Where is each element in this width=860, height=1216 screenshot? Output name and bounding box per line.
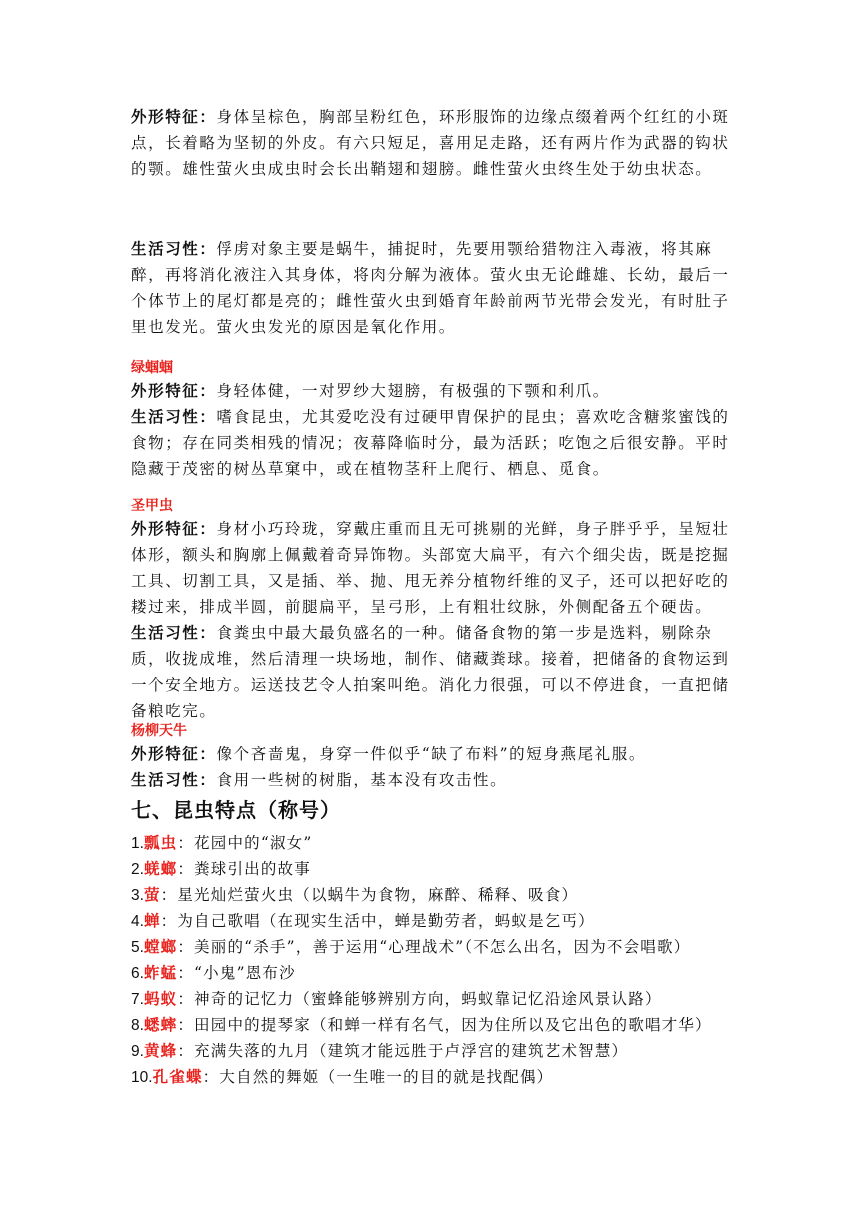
habit-label: 生活习性： <box>131 623 217 642</box>
appearance-label: 外形特征： <box>131 107 217 126</box>
list-item: 9.黄蜂：充满失落的九月（建筑才能远胜于卢浮宫的建筑艺术智慧） <box>131 1041 629 1060</box>
list-item: 5.螳螂：美丽的“杀手”，善于运用“心理战术”（不怎么出名，因为不会唱歌） <box>131 937 691 956</box>
habit-text: 俘虏对象主要是蜗牛，捕捉时，先要用颚给猎物注入毒液，将其麻醉，再将消化液注入其身体，将肉分解为液体。萤火虫无论雌雄、长幼，最后一个体节上的尾灯都是亮的；雌性萤火虫到婚育年龄前两节光带会发光，有时肚子里也发光。萤火虫发光的原因是氧化作用。 <box>131 240 730 336</box>
appearance-label: 外形特征： <box>131 519 217 538</box>
insect-name: 绿蝈蝈 <box>131 359 173 375</box>
list-item: 7.蚂蚁：神奇的记忆力（蜜蜂能够辨别方向，蚂蚁靠记忆沿途风景认路） <box>131 989 662 1008</box>
firefly-appearance <box>131 104 731 182</box>
insect-title-list <box>131 830 731 1090</box>
list-item: 3.萤：星光灿烂萤火虫（以蜗牛为食物，麻醉、稀释、吸食） <box>131 885 579 904</box>
list-item: 6.蚱蜢：“小鬼”恩布沙 <box>131 963 296 982</box>
insect-name: 杨柳天牛 <box>131 722 187 738</box>
insect-name: 圣甲虫 <box>131 497 173 513</box>
appearance-text: 像个吝啬鬼，身穿一件似乎“缺了布料”的短身燕尾礼服。 <box>216 745 646 763</box>
appearance-text: 身体呈棕色，胸部呈粉红色，环形服饰的边缘点缀着两个红红的小斑点，长着略为坚韧的外皮。有六只短足，喜用足走路，还有两片作为武器的钩状的颚。雄性萤火虫成虫时会长出鞘翅和翅膀。雌性萤火虫终生处于幼虫状态。 <box>131 108 730 178</box>
appearance-text: 身材小巧玲珑，穿戴庄重而且无可挑剔的光鲜，身子胖乎乎，呈短壮体形，额头和胸廓上佩戴着奇异饰物。头部宽大扁平，有六个细尖齿，既是挖掘工具、切割工具，又是插、举、抛、甩无养分植物纤维的叉子，还可以把好吃的耧过来，排成半圆，前腿扁平，呈弓形，上有粗壮纹脉，外侧配备五个硬齿。 <box>131 520 730 616</box>
list-item: 4.蝉：为自己歌唱（在现实生活中，蝉是勤劳者，蚂蚁是乞丐） <box>131 911 595 930</box>
section-scarab <box>131 495 731 724</box>
appearance-text: 身轻体健，一对罗纱大翅膀，有极强的下颚和利爪。 <box>216 382 610 400</box>
list-item: 1.瓢虫：花园中的“淑女” <box>131 833 313 852</box>
list-item: 10.孔雀蝶：大自然的舞姬（一生唯一的目的就是找配偶） <box>131 1067 554 1086</box>
list-item: 8.蟋蟀：田园中的提琴家（和蝉一样有名气，因为住所以及它出色的歌唱才华） <box>131 1015 712 1034</box>
habit-text: 食用一些树的树脂，基本没有攻击性。 <box>216 771 508 789</box>
section-longhorn <box>131 720 731 793</box>
appearance-label: 外形特征： <box>131 381 217 400</box>
section-green-katydid <box>131 357 731 482</box>
habit-text: 嗜食昆虫，尤其爱吃没有过硬甲胄保护的昆虫；喜欢吃含糖浆蜜饯的食物；存在同类相残的情况；夜幕降临时分，最为活跃；吃饱之后很安静。平时隐藏于茂密的树丛草窠中，或在植物茎秆上爬行、栖息、觅食。 <box>131 408 730 478</box>
section-heading: 七、昆虫特点（称号） <box>131 800 341 822</box>
habit-label: 生活习性： <box>131 407 217 426</box>
habit-label: 生活习性： <box>131 239 217 258</box>
firefly-habit <box>131 236 731 340</box>
habit-label: 生活习性： <box>131 770 217 789</box>
habit-text: 食粪虫中最大最负盛名的一种。储备食物的第一步是选料，剔除杂质，收拢成堆，然后清理一块场地，制作、储藏粪球。接着，把储备的食物运到一个安全地方。运送技艺令人拍案叫绝。消化力很强，可以不停进食，一直把储备粮吃完。 <box>131 624 730 720</box>
appearance-label: 外形特征： <box>131 744 217 763</box>
list-item: 2.蜣螂：粪球引出的故事 <box>131 859 311 878</box>
